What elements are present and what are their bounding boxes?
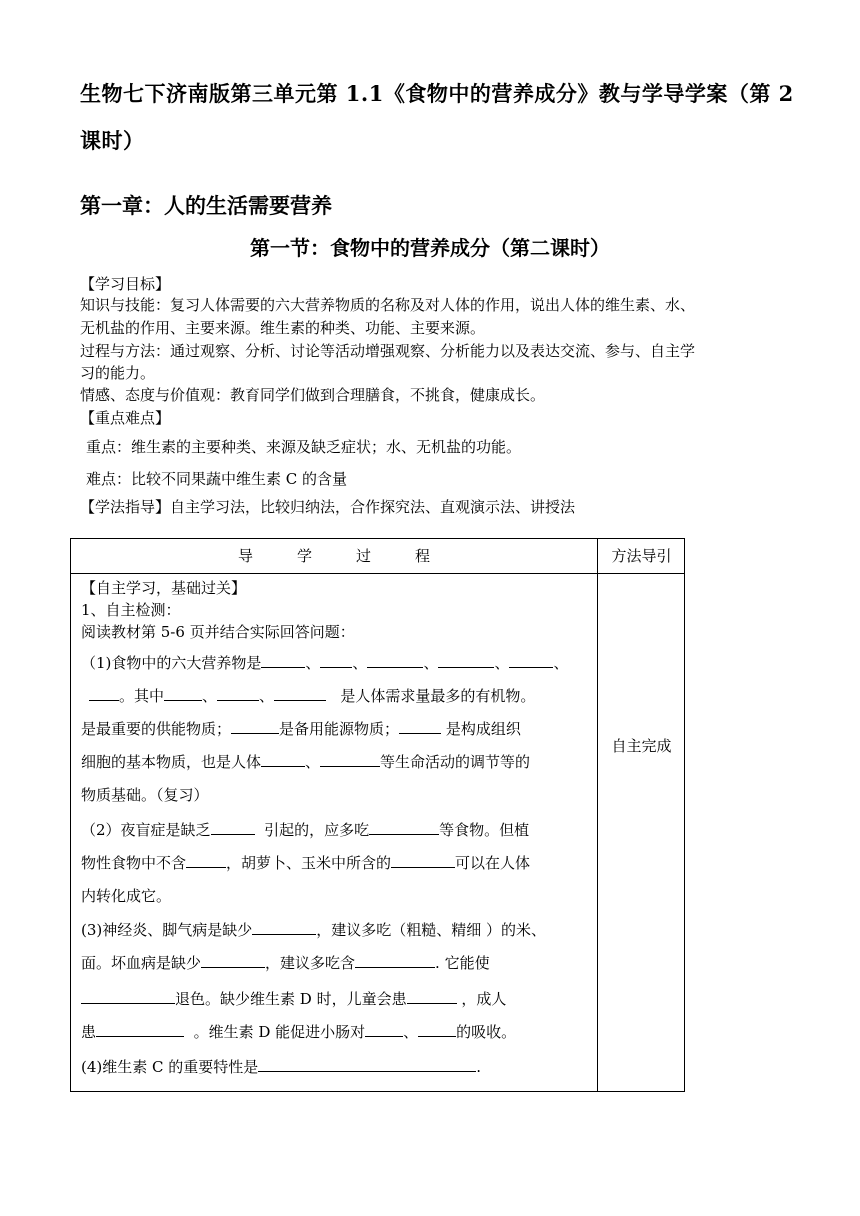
objective-process-line1: 过程与方法：通过观察、分析、讨论等活动增强观察、分析能力以及表达交流、参与、自主学: [80, 342, 696, 360]
q2-text-g: 内转化成它。: [81, 887, 172, 905]
keypoint-key: 重点：维生素的主要种类、来源及缺乏症状；水、无机盐的功能。: [86, 438, 522, 456]
q2-line3: [81, 885, 171, 906]
q1-text-i: 物质基础。（复习）: [81, 786, 209, 804]
objective-knowledge-line1: 知识与技能：复习人体需要的六大营养物质的名称及对人体的作用，说出人体的维生素、水、: [80, 296, 696, 314]
answer-blank[interactable]: [418, 1022, 456, 1037]
q2-text-b: 引起的，应多吃: [264, 821, 370, 839]
q1-text-b: 。其中: [119, 687, 165, 705]
answer-blank[interactable]: [261, 653, 305, 668]
self-study-heading: 【自主学习，基础过关】: [81, 579, 247, 597]
q1-text-c: 是人体需求量最多的有机物。: [340, 687, 536, 705]
q2-text-a: （2）夜盲症是缺乏: [81, 821, 211, 839]
q3-text-c: 面。坏血病是缺少: [81, 954, 202, 972]
answer-blank[interactable]: [438, 653, 494, 668]
q1-text-d: 是最重要的供能物质；: [81, 720, 232, 738]
answer-blank[interactable]: [252, 920, 316, 935]
keypoint-difficult: 难点：比较不同果蔬中维生素 C 的含量: [86, 470, 348, 488]
separator: 、: [352, 654, 368, 672]
separator: 、: [305, 753, 321, 771]
q4-text-a: (4)维生素 C 的重要特性是: [81, 1058, 259, 1076]
answer-blank[interactable]: [261, 752, 305, 767]
q3-text-a: (3)神经炎、脚气病是缺少: [81, 921, 253, 939]
answer-blank[interactable]: [320, 752, 380, 767]
answer-blank[interactable]: [258, 1057, 476, 1072]
guided-learning-table: [70, 538, 685, 1092]
q1-line3: [81, 718, 521, 739]
document-title-line2: 课时）: [80, 128, 145, 153]
answer-blank[interactable]: [365, 1022, 403, 1037]
q2-text-e: ，胡萝卜、玉米中所含的: [226, 854, 392, 872]
method-guidance: 【学法指导】自主学习法，比较归纳法，合作探究法、直观演示法、讲授法: [80, 498, 576, 516]
q3-text-i: 。维生素 D 能促进小肠对: [193, 1023, 366, 1041]
q1-line2: [89, 685, 535, 706]
q1-line1: [81, 652, 568, 673]
answer-blank[interactable]: [81, 989, 175, 1004]
answer-blank[interactable]: [509, 653, 553, 668]
q3-text-f: 退色。缺少维生素 D 时，儿童会患: [175, 990, 407, 1008]
separator: 、: [494, 654, 510, 672]
q3-text-g: ，成人: [461, 990, 507, 1008]
answer-blank[interactable]: [274, 686, 326, 701]
chapter-heading: 第一章：人的生活需要营养: [80, 193, 332, 218]
q3-text-h: 患: [81, 1023, 97, 1041]
q3-text-e: . 它能使: [435, 954, 490, 972]
answer-blank[interactable]: [369, 820, 439, 835]
q1-text-a: （1)食物中的六大营养物是: [81, 654, 262, 672]
answer-blank[interactable]: [391, 853, 455, 868]
answer-blank[interactable]: [164, 686, 202, 701]
answer-blank[interactable]: [96, 1022, 184, 1037]
separator: 、: [305, 654, 321, 672]
objective-process-line2: 习的能力。: [80, 364, 156, 382]
answer-blank[interactable]: [231, 719, 279, 734]
answer-blank[interactable]: [399, 719, 441, 734]
column-divider: [597, 539, 598, 1091]
q3-line2: [81, 952, 490, 973]
q1-text-g: 细胞的基本物质，也是人体: [81, 753, 262, 771]
separator: 、: [259, 687, 275, 705]
method-note-self-complete: 自主完成: [611, 737, 672, 755]
answer-blank[interactable]: [320, 653, 352, 668]
document-title-line1: 生物七下济南版第三单元第 1.1《食物中的营养成分》教与学导学案（第 2: [80, 81, 794, 106]
q2-line2: [81, 852, 530, 873]
answer-blank[interactable]: [89, 686, 119, 701]
q1-text-h: 等生命活动的调节等的: [380, 753, 531, 771]
q2-text-d: 物性食物中不含: [81, 854, 187, 872]
keypoints-heading: 【重点难点】: [80, 409, 171, 427]
q3-text-d: ，建议多吃含: [265, 954, 356, 972]
answer-blank[interactable]: [186, 853, 226, 868]
separator: 、: [423, 654, 439, 672]
q3-text-j: 的吸收。: [456, 1023, 517, 1041]
q1-text-f: 是构成组织: [445, 720, 521, 738]
reading-instruction: 阅读教材第 5-6 页并结合实际回答问题：: [81, 623, 355, 641]
table-header-method: 方法导引: [611, 547, 672, 565]
q2-text-f: 可以在人体: [455, 854, 531, 872]
answer-blank[interactable]: [367, 653, 423, 668]
q4-text-b: .: [476, 1058, 482, 1076]
objective-knowledge-line2: 无机盐的作用、主要来源。维生素的种类、功能、主要来源。: [80, 319, 486, 337]
q3-line1: [81, 919, 546, 940]
q3-line4: [81, 1021, 516, 1042]
answer-blank[interactable]: [201, 953, 265, 968]
q3-line3: [81, 988, 506, 1009]
header-divider: [71, 573, 684, 574]
q3-text-b: ，建议多吃（粗糙、精细 ）的米、: [316, 921, 547, 939]
answer-blank[interactable]: [217, 686, 259, 701]
table-header-process: 导学过程: [237, 547, 474, 565]
q2-line1: [81, 819, 529, 840]
answer-blank[interactable]: [211, 820, 255, 835]
q1-line4: [81, 751, 530, 772]
separator: 、: [553, 654, 569, 672]
answer-blank[interactable]: [355, 953, 435, 968]
q2-text-c: 等食物。但植: [439, 821, 530, 839]
self-check-label: 1、自主检测：: [81, 601, 181, 619]
section-heading: 第一节：食物中的营养成分（第二课时）: [250, 236, 610, 260]
objectives-heading: 【学习目标】: [80, 275, 171, 293]
separator: 、: [202, 687, 218, 705]
objective-attitude: 情感、态度与价值观：教育同学们做到合理膳食，不挑食，健康成长。: [80, 386, 546, 404]
answer-blank[interactable]: [407, 989, 457, 1004]
q1-line5: [81, 784, 209, 805]
q4-line1: [81, 1056, 481, 1077]
separator: 、: [403, 1023, 419, 1041]
q1-text-e: 是备用能源物质；: [279, 720, 400, 738]
